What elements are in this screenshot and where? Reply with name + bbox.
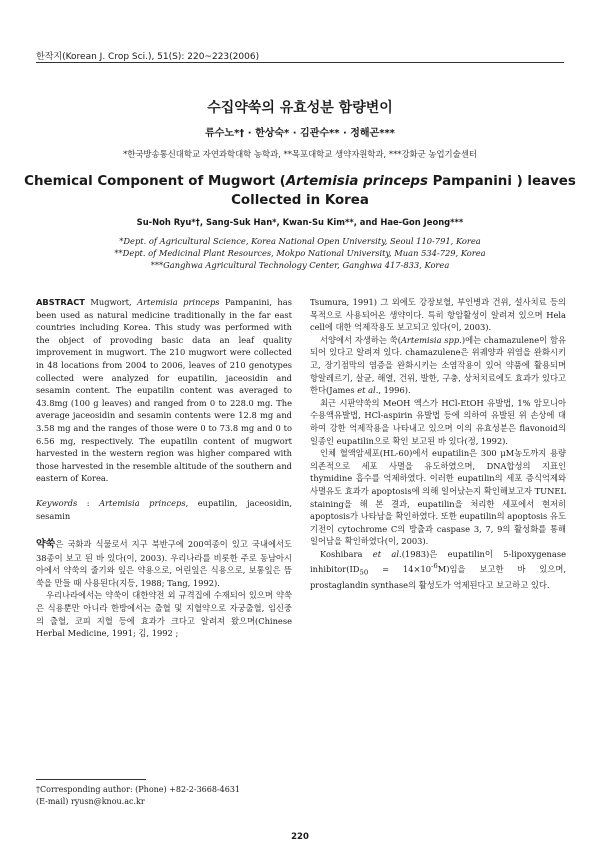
footnote-email: (E-mail) ryusn@knou.ac.kr	[36, 797, 145, 806]
body-paragraph: 서양에서 자생하는 쑥(Artemisia spp.)에는 chamazulene이 함유되어 있다고 알려져 있다. chamazulene은 위궤양과 위염을 완화시키고, 장기점막의 염증을 완화시키는 소염작용이 있어 약품에 활용되며 항알레르기, 살균, 해열, 건위, 발한, 구충, 상처치료에도 효과가 있다고 한다(James et al., 1996).	[310, 334, 566, 396]
affiliation-line: **Dept. of Medicinal Plant Resources, Mokpo National University, Muan 534-729, Korea	[114, 248, 486, 259]
body-paragraph: Tsumura, 1991) 그 외에도 강장보혈, 부인병과 건위, 설사치료 등의 목적으로 사용되어온 생약이다. 특히 항암활성이 알려져 있으며 Hela cell에 대한 억제작용도 보고되고 있다(이, 2003).	[310, 297, 566, 333]
english-title	[0, 172, 600, 210]
body-paragraph: 약쑥은 국화과 식물로서 지구 북반구에 200여종이 있고 국내에서도 38종이 보고 된 바 있다(이, 2003). 우리나라를 비롯한 주로 동남아시아에서 약쑥의 줄기와 잎은 약용으로, 어린잎은 식용으로, 보통잎은 뜸쑥을 만들 때 사용된다(지등, 1988; Tang, 1992).	[36, 539, 292, 588]
left-column	[36, 296, 292, 640]
abstract: ABSTRACT Mugwort, Artemisia princeps Pampanini, has been used as natural medicine traditionally in the far east countries including Korea. This study was performed with the object of provoding basic data an leaf quality improvement in mugwort. The 210 mugwort were collected in 48 locations from 2004 to 2006, leaves of 210 genotypes collected were analyzed for eupatilin, jaceosidin and sesamin content. The eupatilin content was averaged to 43.8mg (100 g leaves) and ranged from 0 to 228.0 mg. The average jaceosidin and sesamin contents were 12.8 mg and 3.58 mg and the ranges of those were 0 to 73.8 mg and 0 to 6.56 mg, respectively. The eupatilin content of mugwort harvested in the western region was higher compared with those harvested in the resemble altitude of the southern and eastern of Korea.	[36, 297, 292, 484]
abstract-label: ABSTRACT	[36, 297, 85, 307]
journal-reference: 한작지(Korean J. Crop Sci.), 51(S): 220~223(2006)	[36, 52, 260, 62]
header-rule	[36, 62, 564, 63]
corresponding-author-footnote	[36, 784, 240, 808]
english-title-species: Artemisia princeps	[285, 174, 428, 189]
keywords: Keywords : Artemisia princeps, eupatilin, jaceosidin, sesamin	[36, 497, 292, 521]
right-column	[310, 296, 566, 592]
lead-word: 약쑥	[36, 539, 56, 551]
body-paragraph: 우리나라에서는 약쑥이 대한약전 외 규격집에 수재되어 있으며 약쑥은 식용뿐만 아니라 한방에서는 출혈 및 지혈약으로 자궁출혈, 임신중의 출혈, 코피 지혈 등에 효과가 크다고 알려져 왔으며(Chinese Herbal Medicine, 1991; 김, 1992 ;	[36, 590, 292, 639]
body-paragraph: 인체 혈액암세포(HL-60)에서 eupatilin은 300 μM농도까지 용량 의존적으로 세포 사멸을 유도하였으며, DNA합성의 지표인 thymidine 흡수를 억제하였다. 이러한 eupatilin의 세포 증식억제와 사멸유도 효과가 apoptosis에 의해 일어났는지 확인해보고자 TUNEL staining을 해 본 결과, eupatilin을 처리한 세포에서 현저히 apoptosis가 나타남을 확인하였다. 또한 eupatilin의 apoptosis 유도 기전이 cytochrome C의 방출과 caspase 3, 7, 9의 활성화를 통해 일어남을 확인하였다(이, 2003).	[310, 448, 566, 547]
affiliation-line: *Dept. of Agricultural Science, Korea National Open University, Seoul 110-791, Korea	[119, 236, 481, 246]
english-affiliations	[0, 235, 600, 272]
korean-title: 수집약쑥의 유효성분 함량변이	[207, 100, 393, 116]
affiliation-line: ***Ganghwa Agricultural Technology Center, Ganghwa 417-833, Korea	[150, 260, 450, 271]
english-title-line2: Collected in Korea	[231, 193, 369, 208]
keywords-label: Keywords	[36, 497, 78, 508]
footnote-phone: †Corresponding author: (Phone) +82-2-3668-4631	[36, 785, 241, 794]
english-authors: Su-Noh Ryu*†, Sang-Suk Han*, Kwan-Su Kim**, and Hae-Gon Jeong***	[136, 217, 464, 227]
page-number: 220	[291, 832, 309, 842]
footnote-rule	[36, 779, 146, 780]
english-title-line1: Chemical Component of Mugwort (Artemisia princeps Pampanini ) leaves	[24, 174, 576, 189]
body-paragraph: 최근 시판약쑥의 MeOH 엑스가 HCl-EtOH 유발법, 1% 암모니아수용액유발법, HCl-aspirin 유발법 등에 의하여 유발된 위 손상에 대하여 강한 억제작용을 나타내고 있으며 이의 유효성분은 flavonoid의 일종인 eupatilin으로 확인 보고된 바 있다(정, 1992).	[310, 397, 566, 446]
korean-authors: 류수노*† · 한상숙* · 김관수** · 정해곤***	[205, 128, 395, 139]
korean-affiliations: *한국방송통신대학교 자연과학대학 농학과, **목포대학교 생약자원학과, ***강화군 농업기술센터	[123, 149, 477, 159]
body-paragraph: Koshibara et al.(1983)은 eupatilin이 5-lipoxygenase $inhibitor(ID_{50} = 14\times 10^{-6}M)$임을 보고한 바 있으며, prostaglandin synthase의 활성도가 억제된다고 보고하고 있다.	[310, 548, 566, 591]
